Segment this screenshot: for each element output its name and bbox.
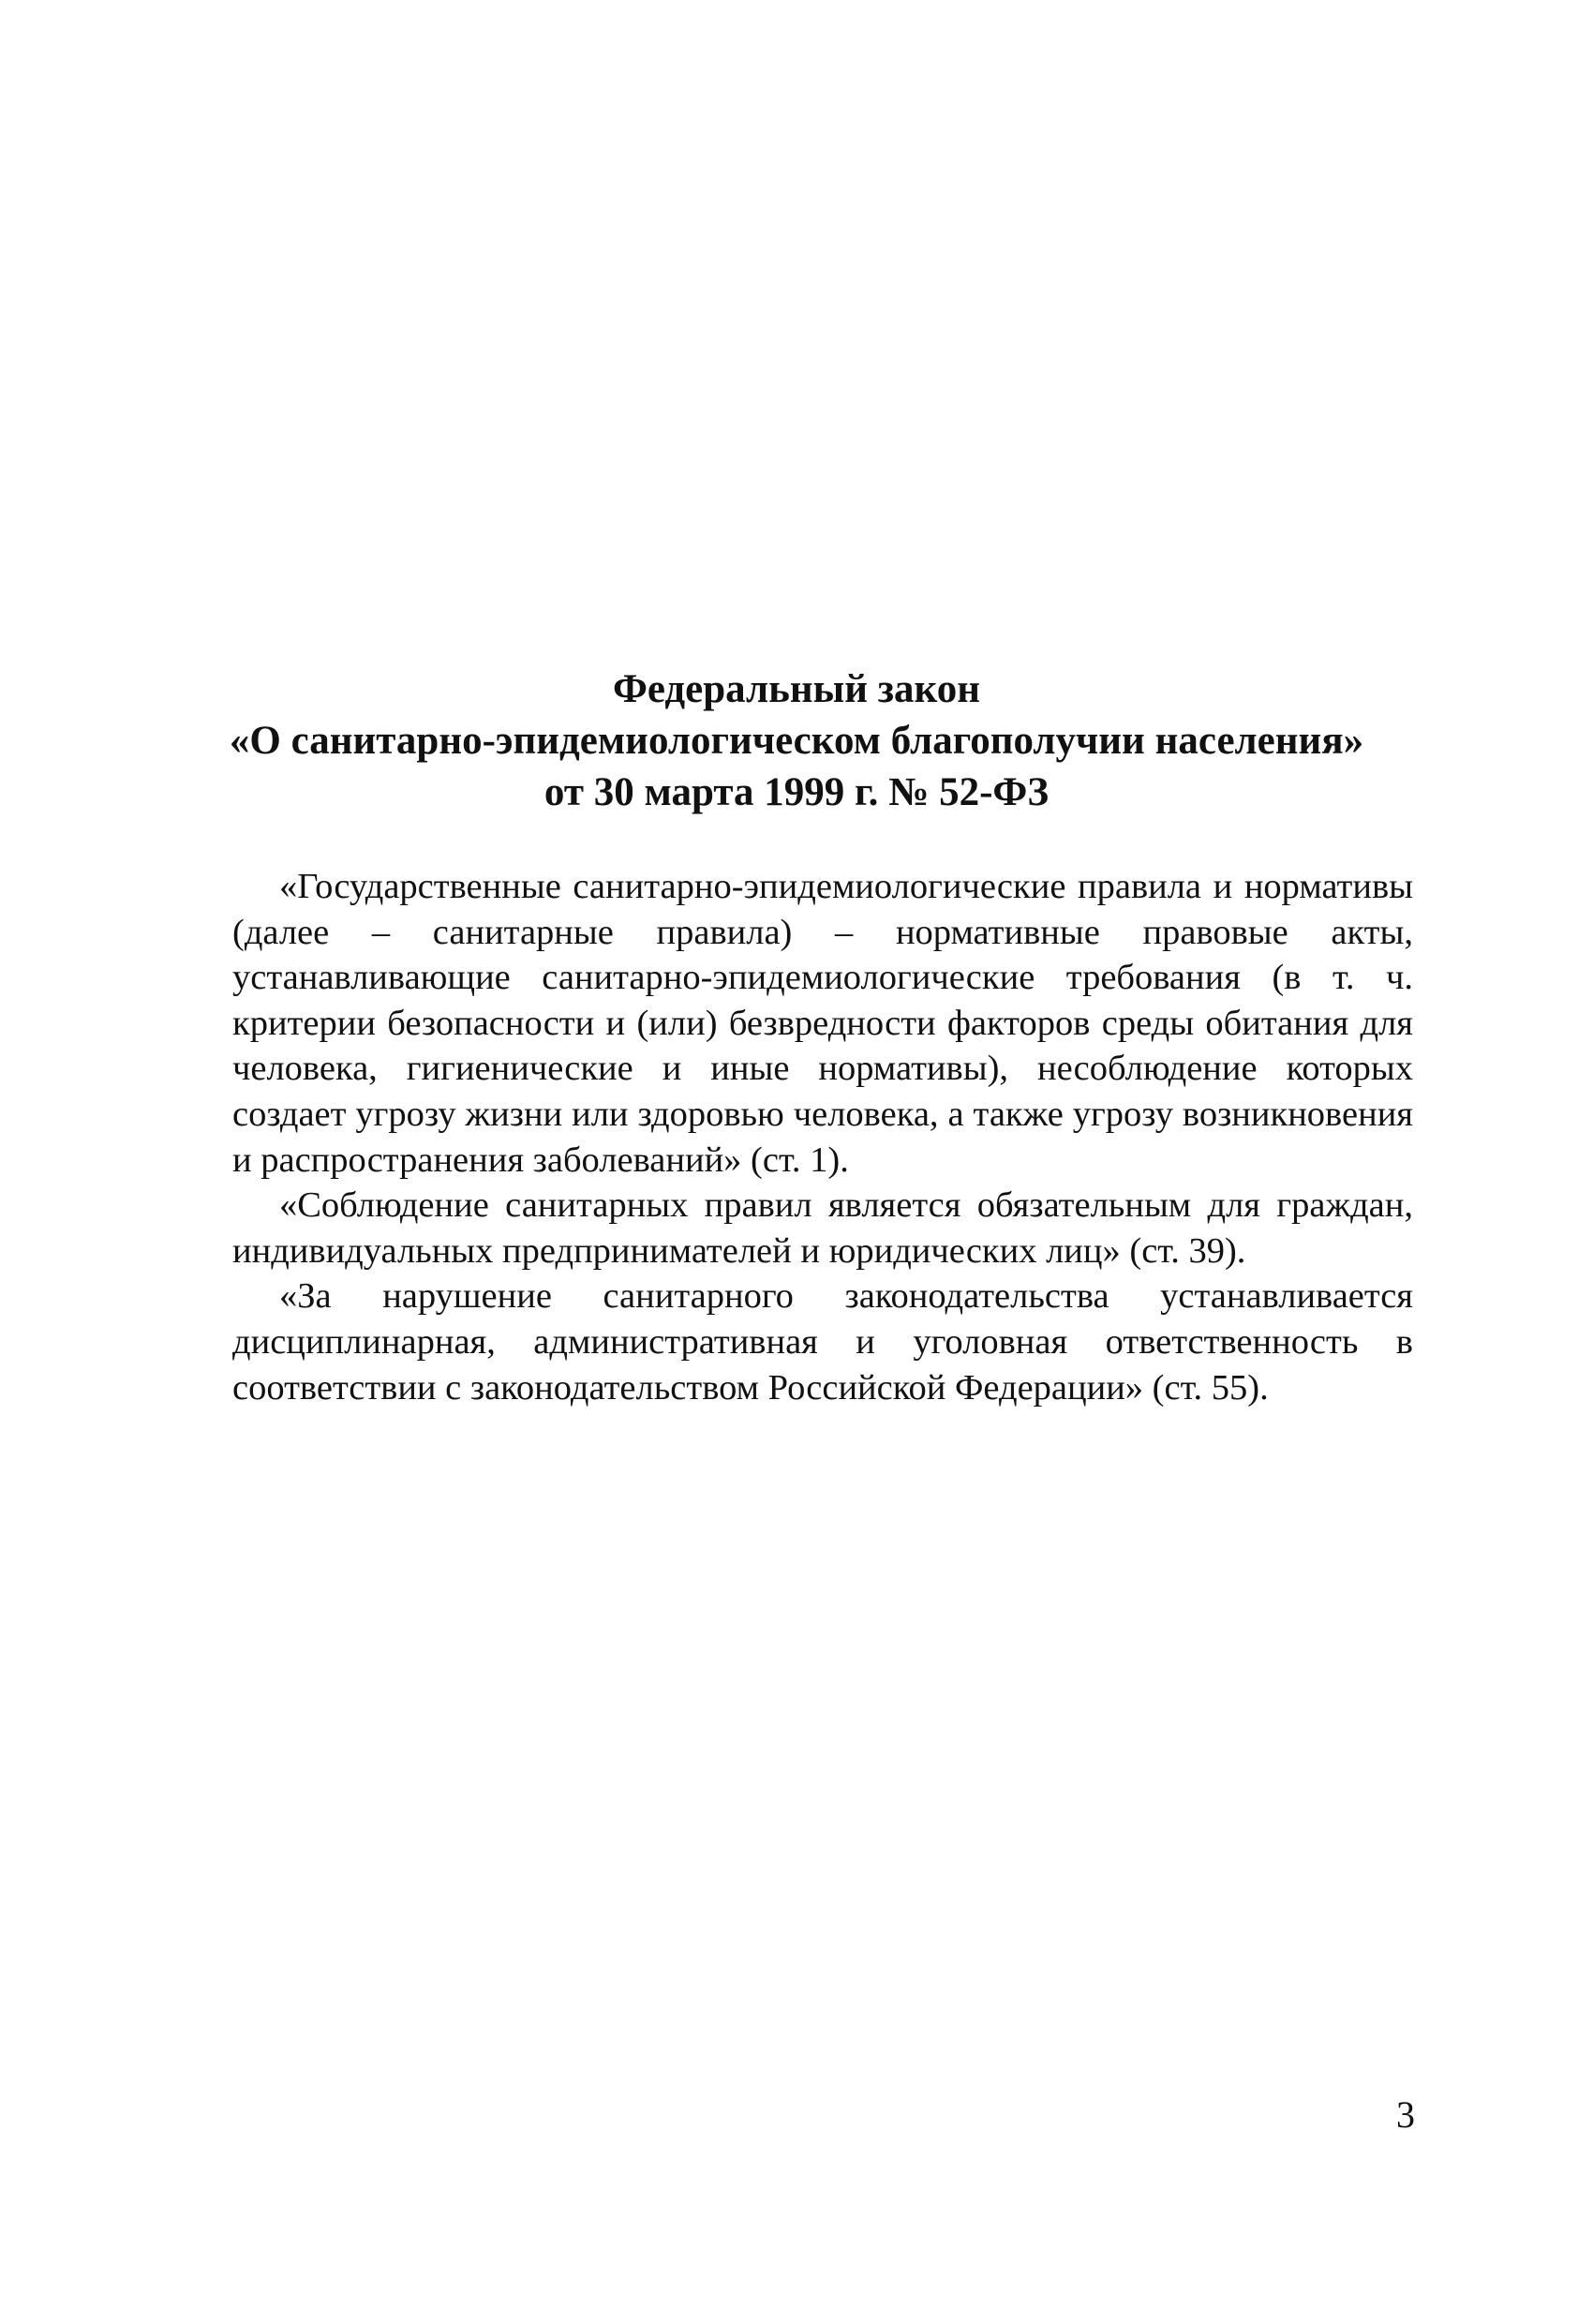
law-type-title: Федеральный закон — [612, 667, 981, 711]
document-body — [232, 864, 1413, 1410]
paragraph-article-1: «Государственные санитарно-эпидемиологические правила и нормативы (далее – санитарные правила) – нормативные правовые акты, устанавливающие санитарно-эпидемиологические требования (в т. ч. критерии безопасности и (или) безвредности факторов среды обитания для человека, гигиенические и иные нормативы), несоблюдение которых создает угрозу жизни или здоровью человека, а также угрозу возникновения и распространения заболеваний» (ст. 1). — [232, 867, 1413, 1180]
paragraph-article-39: «Соблюдение санитарных правил является обязательным для граждан, индивидуальных предпринимателей и юридических лиц» (ст. 39). — [232, 1185, 1413, 1271]
paragraph-article-55: «За нарушение санитарного законодательства устанавливается дисциплинарная, административная и уголовная ответственность в соответствии с законодательством Российской Федерации» (ст. 55). — [232, 1276, 1413, 1408]
page-number: 3 — [1396, 2093, 1415, 2136]
document-heading — [187, 663, 1406, 818]
law-name-title: «О санитарно-эпидемиологическом благополучии населения» — [229, 719, 1364, 763]
law-date-title: от 30 марта 1999 г. № 52-ФЗ — [543, 770, 1050, 814]
